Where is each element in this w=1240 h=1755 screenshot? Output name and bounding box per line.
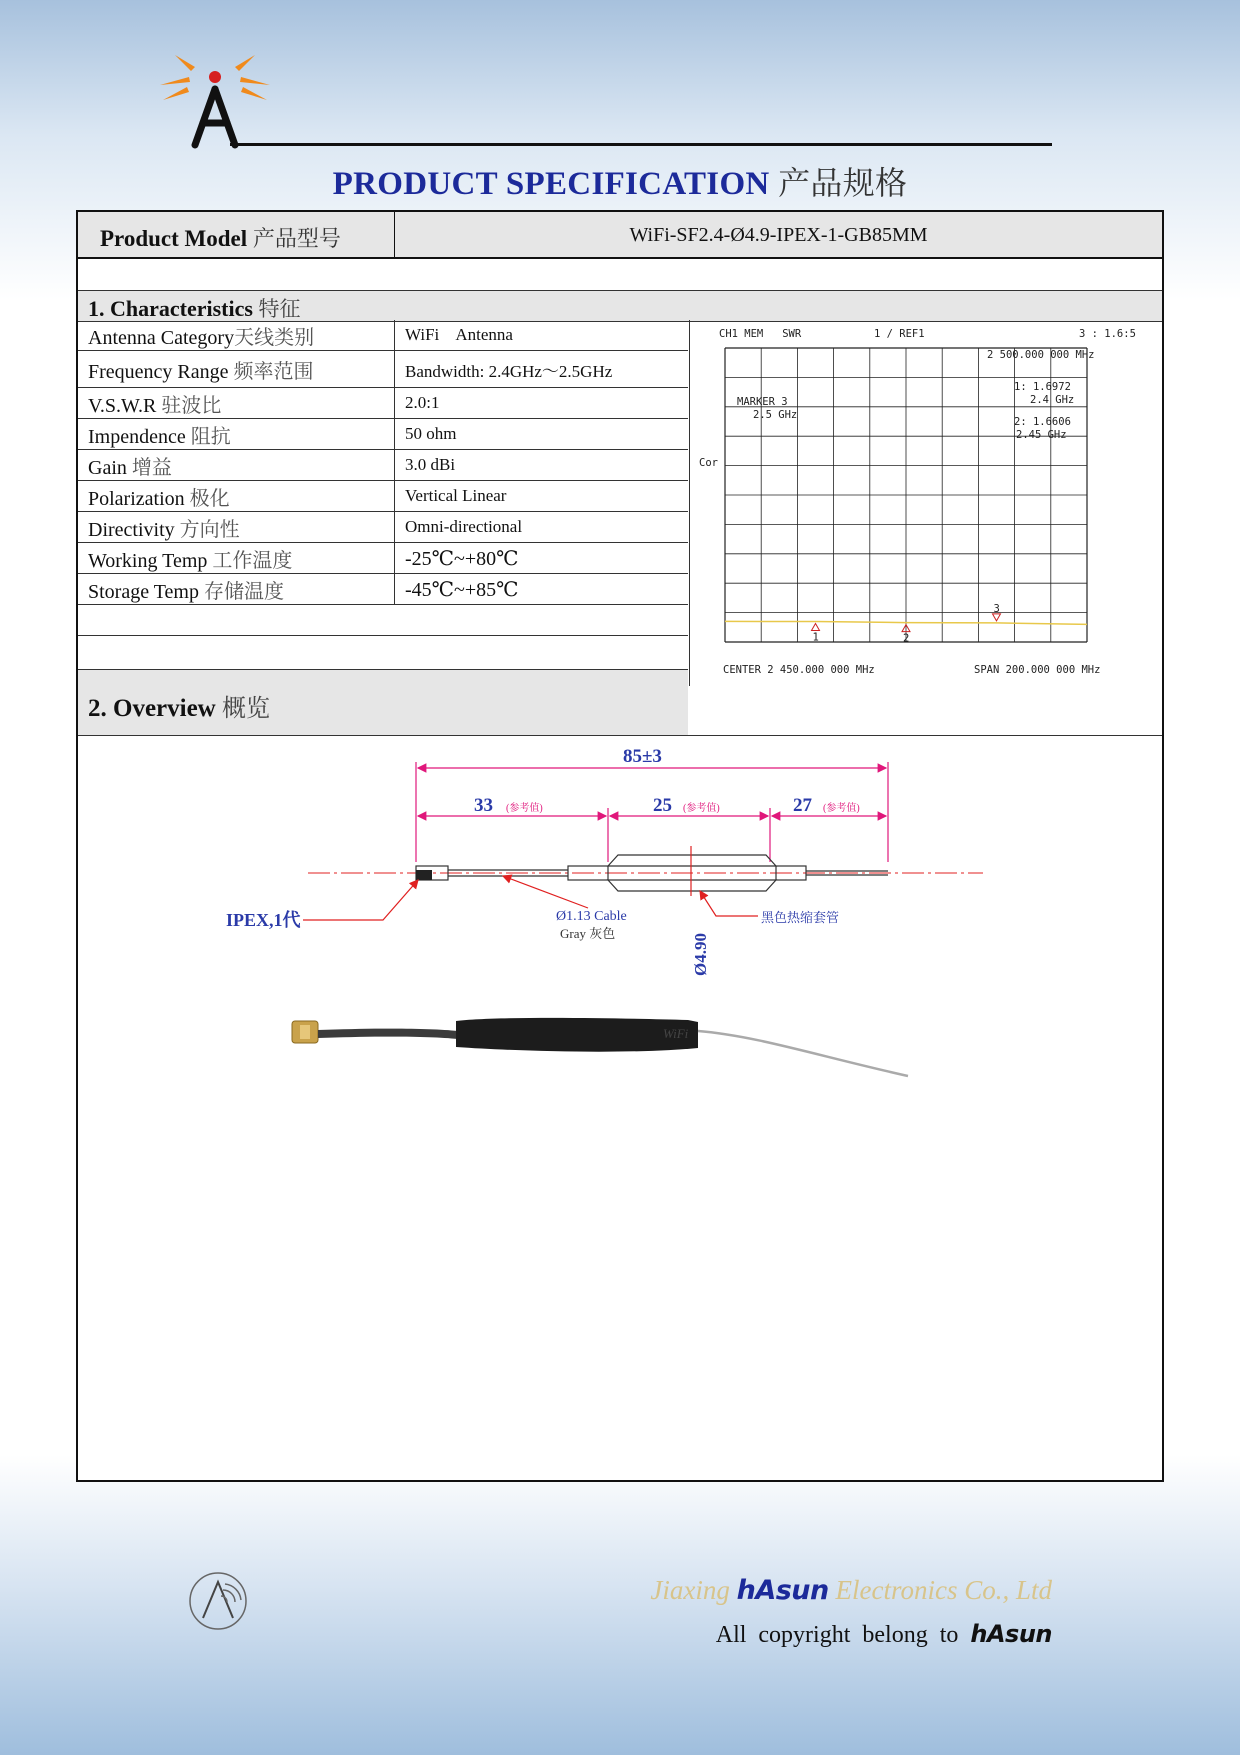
sleeve-photo: [456, 1018, 698, 1052]
characteristics-title: [88, 293, 300, 323]
blank-cell: [395, 605, 689, 636]
chart-header-left: CH1 MEM SWR: [719, 328, 802, 340]
chart-span-label: SPAN 200.000 000 MHz: [974, 664, 1101, 676]
spec-label: Polarization 极化: [78, 481, 395, 512]
spec-row: [78, 543, 688, 574]
chart-header-mid: 1 / REF1: [874, 328, 925, 340]
spec-label: Directivity 方向性: [78, 512, 395, 543]
spec-value: 50 ohm: [395, 419, 689, 450]
whip-photo: [698, 1031, 908, 1076]
header-rule: [230, 143, 1052, 146]
dim-ref-note: (参考值): [506, 803, 543, 814]
page-title: [0, 158, 1240, 204]
spec-blank-row: [78, 605, 688, 636]
characteristics-header: [78, 290, 1162, 322]
marker-number-2: 2: [903, 632, 910, 645]
marker-triangle-1: [812, 624, 820, 631]
section1-title-en: 1. Characteristics: [88, 296, 253, 321]
spec-row: [78, 320, 688, 351]
company-pre: Jiaxing: [650, 1575, 737, 1605]
section2-title-en: 2. Overview: [88, 695, 216, 722]
spec-label: Working Temp 工作温度: [78, 543, 395, 574]
dim-ref-note: (参考值): [683, 803, 720, 814]
marker1-value: 1: 1.6972: [1014, 381, 1071, 393]
company-name: [650, 1575, 1052, 1606]
dim-seg1: 33: [474, 795, 493, 816]
spec-value: -45℃~+85℃: [395, 574, 689, 605]
marker1-frequency: 2.4 GHz: [1030, 394, 1075, 406]
spec-label: Frequency Range 频率范围: [78, 351, 395, 388]
dim-ref-note: (参考值): [823, 803, 860, 814]
spec-row: [78, 450, 688, 481]
blank-cell: [78, 605, 395, 636]
swr-chart: [689, 320, 1162, 686]
marker-number-1: 1: [812, 631, 819, 644]
spec-value: WiFi Antenna: [395, 320, 689, 351]
marker2-value: 2: 1.6606: [1014, 416, 1071, 428]
spec-value: 3.0 dBi: [395, 450, 689, 481]
spec-row: [78, 574, 688, 605]
cable-photo: [318, 1029, 458, 1039]
chart-center-label: CENTER 2 450.000 000 MHz: [723, 664, 875, 676]
company-post: Electronics Co., Ltd: [828, 1575, 1052, 1605]
marker-label: MARKER 3: [737, 396, 788, 408]
sleeve-print: WiFi: [663, 1026, 689, 1041]
footer-antenna-logo-icon: [185, 1568, 251, 1634]
section2-title-cn: 概览: [221, 694, 270, 722]
model-label-cn: 产品型号: [252, 227, 341, 252]
spec-value: 2.0:1: [395, 388, 689, 419]
model-label-en: Product Model: [100, 226, 248, 251]
product-model-row: [78, 212, 1162, 259]
connector-label: IPEX,1代: [226, 910, 301, 930]
spec-value: Vertical Linear: [395, 481, 689, 512]
company-brand: hAsun: [736, 1575, 829, 1606]
copyright-line: [716, 1620, 1052, 1649]
dim-diameter: Ø4.90: [691, 933, 710, 976]
marker3-frequency: 2 500.000 000 MHz: [987, 349, 1095, 361]
spec-label: Antenna Category天线类别: [78, 320, 395, 351]
connector-pin: [300, 1025, 310, 1039]
marker2-frequency: 2.45 GHz: [1016, 429, 1067, 441]
title-en: PRODUCT SPECIFICATION: [332, 166, 770, 202]
spec-value: Bandwidth: 2.4GHz～2.5GHz: [395, 351, 689, 388]
spec-label: Impendence 阻抗: [78, 419, 395, 450]
spec-label: V.S.W.R 驻波比: [78, 388, 395, 419]
spec-label: Gain 增益: [78, 450, 395, 481]
spec-row: [78, 419, 688, 450]
cable-label: Ø1.13 Cable: [556, 909, 627, 924]
product-model-label: [100, 222, 341, 253]
dim-seg2: 25: [653, 795, 672, 816]
marker-value: 2.5 GHz: [753, 409, 798, 421]
sleeve-label: 黑色热缩套管: [761, 910, 840, 925]
antenna-photo: [78, 736, 1162, 1116]
marker-triangle-3: [993, 614, 1001, 621]
spec-table: [78, 320, 688, 636]
dim-seg3: 27: [793, 795, 812, 816]
dim-total: 85±3: [623, 746, 662, 767]
overview-title: [88, 688, 270, 723]
spec-row: [78, 481, 688, 512]
spec-value: Omni-directional: [395, 512, 689, 543]
spec-row: [78, 388, 688, 419]
spec-value: -25℃~+80℃: [395, 543, 689, 574]
spec-row: [78, 512, 688, 543]
title-cn: 产品规格: [778, 164, 908, 202]
copyright-brand: hAsun: [970, 1620, 1052, 1648]
section1-title-cn: 特征: [258, 297, 301, 321]
chart-header-right: 3 : 1.6:5: [1079, 328, 1136, 340]
spec-label: Storage Temp 存储温度: [78, 574, 395, 605]
product-model-value: WiFi-SF2.4-Ø4.9-IPEX-1-GB85MM: [629, 224, 928, 246]
overview-header: [78, 669, 688, 736]
antenna-logo-icon: [155, 45, 275, 150]
spec-row: [78, 351, 688, 388]
marker-number-3: 3: [993, 602, 1000, 615]
chart-side-label: Cor: [699, 457, 718, 469]
cable-color-label: Gray 灰色: [560, 926, 616, 941]
spec-frame: [76, 210, 1164, 1482]
copyright-text: All copyright belong to: [715, 1622, 959, 1648]
